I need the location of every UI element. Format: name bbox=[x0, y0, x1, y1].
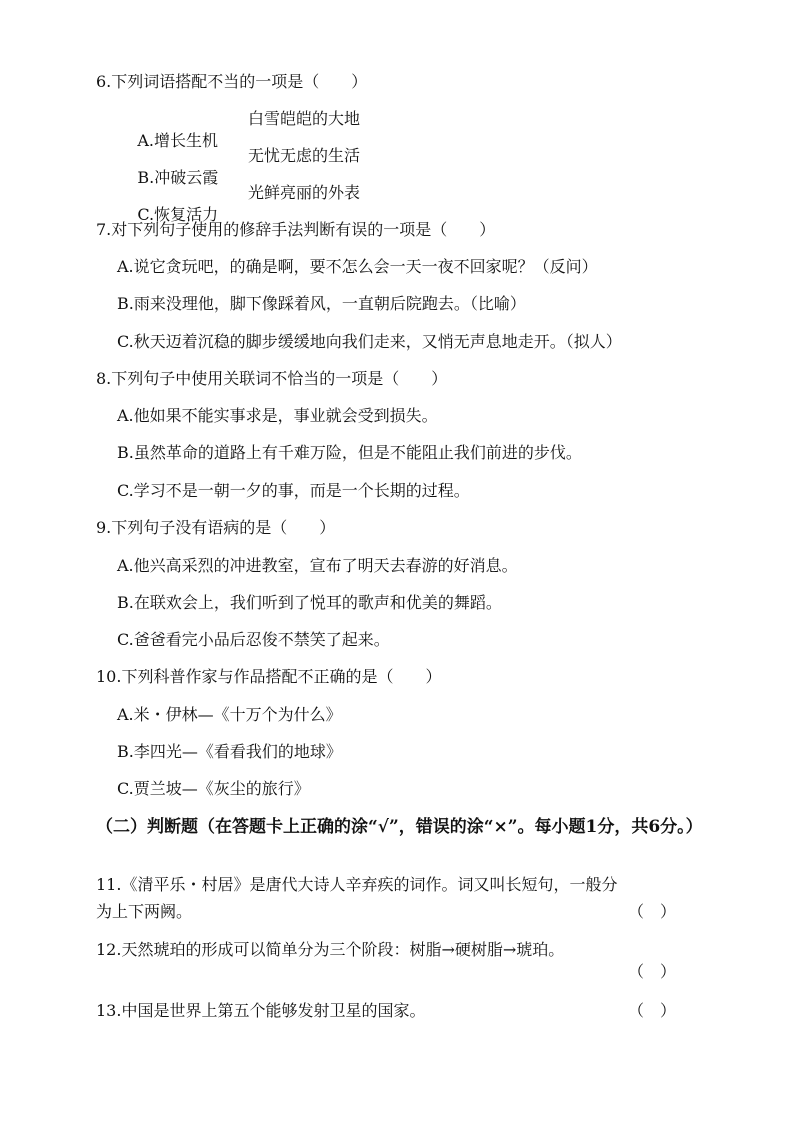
option-a-phrase: 白雪皑皑的大地 bbox=[248, 109, 361, 128]
question-9-option-a: A.他兴高采烈的冲进教室，宣布了明天去春游的好消息。 bbox=[117, 556, 518, 575]
question-7-option-c: C.秋天迈着沉稳的脚步缓缓地向我们走来，又悄无声息地走开。（拟人） bbox=[117, 332, 622, 351]
question-10-option-a: A.米・伊林—《十万个为什么》 bbox=[117, 705, 342, 724]
option-b-word: B.冲破云霞 bbox=[137, 168, 219, 187]
question-12-answer-bracket: （ ） bbox=[628, 962, 677, 981]
question-7-option-a: A.说它贪玩吧，的确是啊，要不怎么会一天一夜不回家呢？（反问） bbox=[117, 257, 598, 276]
question-9-stem: 9.下列句子没有语病的是（ ） bbox=[96, 518, 336, 537]
question-7-option-b: B.雨来没理他，脚下像踩着风，一直朝后院跑去。（比喻） bbox=[117, 294, 526, 313]
question-11-line-2: 为上下两阙。 bbox=[96, 902, 193, 921]
option-c-phrase: 光鲜亮丽的外表 bbox=[248, 183, 361, 202]
option-c-word: C.恢复活力 bbox=[137, 205, 219, 224]
question-10-option-c: C.贾兰坡—《灰尘的旅行》 bbox=[117, 779, 310, 798]
question-6-stem: 6.下列词语搭配不当的一项是（ ） bbox=[96, 72, 368, 91]
question-13-answer-bracket: （ ） bbox=[628, 1001, 677, 1020]
question-9-option-b: B.在联欢会上，我们听到了悦耳的歌声和优美的舞蹈。 bbox=[117, 593, 502, 612]
question-13-line-1: 13.中国是世界上第五个能够发射卫星的国家。 bbox=[96, 1001, 426, 1020]
question-9-option-c: C.爸爸看完小品后忍俊不禁笑了起来。 bbox=[117, 630, 390, 649]
question-11-answer-bracket: （ ） bbox=[628, 902, 677, 921]
question-10-option-b: B.李四光—《看看我们的地球》 bbox=[117, 742, 342, 761]
question-8-option-a: A.他如果不能实事求是，事业就会受到损失。 bbox=[117, 406, 438, 425]
question-8-stem: 8.下列句子中使用关联词不恰当的一项是（ ） bbox=[96, 369, 448, 388]
question-11-line-1: 11.《清平乐・村居》是唐代大诗人辛弃疾的词作。词又叫长短句，一般分 bbox=[96, 875, 618, 894]
question-12-line-1: 12.天然琥珀的形成可以简单分为三个阶段：树脂→硬树脂→琥珀。 bbox=[96, 940, 565, 959]
question-10-stem: 10.下列科普作家与作品搭配不正确的是（ ） bbox=[96, 667, 442, 686]
section-2-title: （二）判断题（在答题卡上正确的涂“√”，错误的涂“×”。每小题1分，共6分。） bbox=[96, 817, 703, 837]
question-8-option-c: C.学习不是一朝一夕的事，而是一个长期的过程。 bbox=[117, 481, 470, 500]
question-7-stem: 7.对下列句子使用的修辞手法判断有误的一项是（ ） bbox=[96, 220, 496, 239]
option-a-word: A.增长生机 bbox=[137, 131, 218, 150]
option-b-phrase: 无忧无虑的生活 bbox=[248, 146, 361, 165]
question-8-option-b: B.虽然革命的道路上有千难万险，但是不能阻止我们前进的步伐。 bbox=[117, 443, 582, 462]
